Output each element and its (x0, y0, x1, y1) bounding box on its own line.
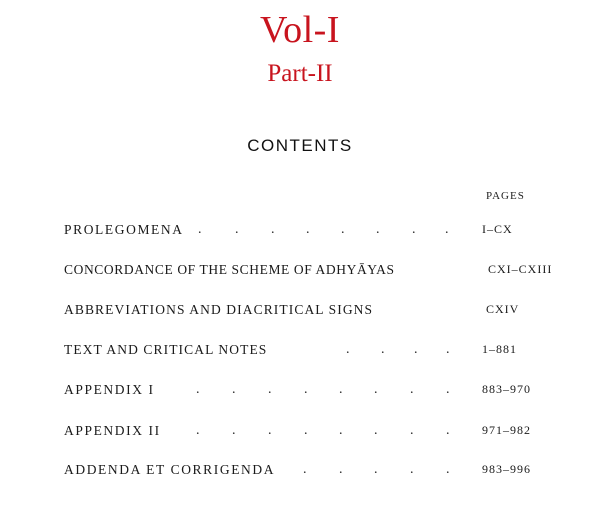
pages-column-label: PAGES (486, 190, 525, 202)
toc-entry-title: ADDENDA ET CORRIGENDA (64, 462, 276, 477)
toc-entry-title: APPENDIX II (64, 423, 161, 438)
toc-entry-pages: 1–881 (482, 342, 517, 356)
toc-entry-appendix-1: APPENDIX I . . . . . . . . 883–970 (64, 382, 531, 397)
toc-entry-pages: CXI–CXIII (488, 262, 553, 276)
toc-entry-title: CONCORDANCE OF THE SCHEME OF ADHYĀYAS (64, 262, 395, 277)
toc-entry-pages: 971–982 (482, 423, 531, 437)
toc-entry-pages: I–CX (482, 222, 513, 236)
contents-heading: CONTENTS (247, 136, 353, 155)
volume-title: Vol-I (260, 9, 340, 51)
toc-entry-prolegomena: PROLEGOMENA . . . . . . . . I–CX (64, 222, 513, 237)
toc-entry-pages: 983–996 (482, 462, 531, 476)
toc-entry-abbreviations (0, 302, 600, 324)
toc-entry-concordance (0, 262, 600, 284)
toc-entry-pages: 883–970 (482, 382, 531, 396)
toc-entry-title: APPENDIX I (64, 382, 155, 397)
toc-entry-title: TEXT AND CRITICAL NOTES (64, 342, 268, 357)
toc-entry-title: ABBREVIATIONS AND DIACRITICAL SIGNS (64, 302, 374, 317)
toc-entry-addenda: ADDENDA ET CORRIGENDA . . . . . 983–996 (64, 462, 531, 477)
toc-entry-text-notes: TEXT AND CRITICAL NOTES . . . . 1–881 (64, 342, 517, 357)
part-title: Part-II (267, 60, 333, 87)
toc-entry-pages: CXIV (486, 302, 520, 316)
toc-entry-title: PROLEGOMENA (64, 222, 184, 237)
toc-entry-appendix-2: APPENDIX II . . . . . . . . 971–982 (64, 423, 531, 438)
